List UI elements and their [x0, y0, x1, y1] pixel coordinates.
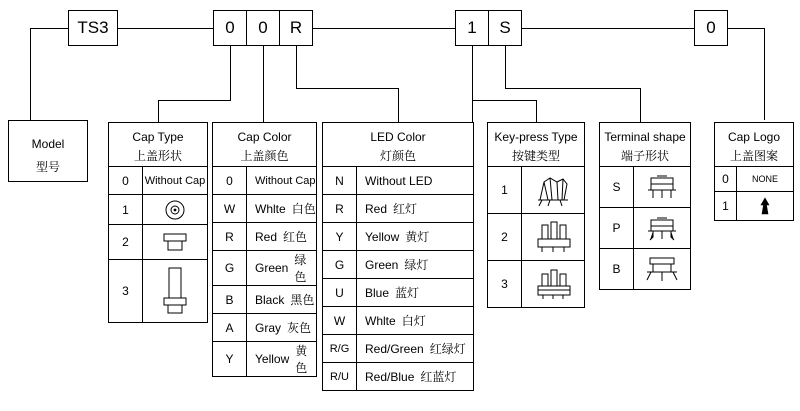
row-label-en: Without LED — [365, 173, 433, 188]
leader-key-press-v2 — [536, 100, 537, 122]
table-row[interactable] — [323, 223, 473, 251]
table-row[interactable] — [600, 249, 690, 289]
table-title-en: Cap Color — [237, 130, 292, 144]
row-icon-cell — [522, 214, 584, 260]
press-2-icon — [530, 217, 576, 257]
code-box-led-color[interactable] — [279, 10, 313, 46]
code-text: 0 — [225, 18, 235, 37]
code-box-terminal-shape[interactable] — [488, 10, 522, 46]
row-code: 3 — [488, 261, 522, 307]
code-box-cap-type[interactable] — [213, 10, 247, 46]
code-box-prefix[interactable] — [68, 10, 118, 46]
table-title-cn: 上盖图案 — [729, 149, 778, 164]
row-label-cn: 黄色 — [295, 344, 308, 376]
code-box-key-press-type[interactable] — [455, 10, 489, 46]
row-label-cn: 白灯 — [401, 314, 426, 329]
table-cap-color — [212, 122, 317, 377]
row-label-en: Green — [255, 261, 289, 276]
code-text: 1 — [467, 18, 477, 37]
row-icon-cell — [737, 192, 793, 220]
row-label — [247, 167, 316, 194]
table-row[interactable] — [323, 307, 473, 335]
row-label — [357, 307, 473, 334]
table-row[interactable] — [213, 286, 316, 314]
row-code: B — [213, 286, 247, 313]
row-label — [357, 251, 473, 278]
row-code: 1 — [109, 195, 143, 224]
row-label — [357, 167, 473, 194]
row-code: 3 — [109, 260, 143, 322]
leader-terminal-v1 — [505, 46, 506, 88]
table-row[interactable] — [213, 342, 316, 376]
table-title-cn: 上盖颜色 — [240, 149, 289, 164]
table-title-en: LED Color — [370, 130, 426, 144]
table-row[interactable] — [488, 261, 584, 307]
spine-mid-1 — [118, 28, 213, 29]
row-label — [247, 223, 316, 250]
table-row[interactable] — [600, 208, 690, 249]
table-row[interactable] — [488, 167, 584, 214]
row-icon-cell — [522, 261, 584, 307]
row-label-cn: 蓝灯 — [395, 286, 420, 301]
table-row[interactable] — [213, 314, 316, 342]
leader-cap-type-v1 — [230, 46, 231, 100]
code-box-cap-color[interactable] — [246, 10, 280, 46]
row-code: W — [213, 195, 247, 222]
code-box-cap-logo[interactable] — [694, 10, 728, 46]
row-icon-cell — [634, 208, 690, 248]
row-label-en: Without Cap — [255, 174, 316, 187]
row-code: R/U — [323, 363, 357, 390]
press-1-icon — [530, 170, 576, 210]
model-label-en: Model — [31, 137, 65, 151]
row-code: 0 — [715, 167, 737, 191]
spine-right — [728, 28, 764, 29]
row-code: G — [213, 251, 247, 285]
row-code: B — [600, 249, 634, 289]
table-title-cn: 按键类型 — [511, 149, 560, 164]
row-code: W — [323, 307, 357, 334]
spine-mid-3 — [522, 28, 694, 29]
row-code: R — [213, 223, 247, 250]
row-label-cn: 黑色 — [290, 293, 315, 308]
row-label — [357, 335, 473, 362]
code-text: 0 — [706, 18, 716, 37]
table-row[interactable] — [213, 223, 316, 251]
row-label-en: Black — [255, 292, 285, 307]
row-icon-cell — [522, 167, 584, 213]
row-label-en: Blue — [365, 285, 390, 300]
row-label — [357, 223, 473, 250]
row-label-cn: 红绿灯 — [429, 342, 466, 357]
table-row[interactable] — [323, 279, 473, 307]
table-title-en: Cap Logo — [727, 130, 781, 144]
table-header — [600, 123, 690, 166]
table-row[interactable] — [715, 167, 793, 192]
term-s-icon — [641, 170, 683, 204]
table-row[interactable] — [323, 167, 473, 195]
row-label-en: Yellow — [365, 229, 400, 244]
table-cap-type — [108, 122, 208, 323]
table-row[interactable] — [109, 167, 207, 195]
cap-tall-icon — [158, 263, 192, 319]
row-code: G — [323, 251, 357, 278]
row-icon-cell — [634, 249, 690, 289]
leader-cap-type-h — [158, 100, 231, 101]
term-b-icon — [641, 252, 683, 286]
row-code: 1 — [488, 167, 522, 213]
table-row[interactable] — [323, 251, 473, 279]
row-code: R — [323, 195, 357, 222]
row-label — [247, 314, 316, 341]
row-label — [247, 342, 316, 376]
table-header — [213, 123, 316, 166]
leader-cap-color-v1 — [263, 46, 264, 122]
row-label-en: Red/Green — [365, 341, 424, 356]
power-arrow-icon — [755, 195, 775, 217]
leader-model-v — [30, 28, 31, 120]
row-label — [247, 195, 316, 222]
row-label-en: Red/Blue — [365, 369, 415, 384]
row-icon-cell — [143, 195, 207, 224]
term-p-icon — [641, 211, 683, 245]
code-text: TS3 — [77, 18, 109, 37]
table-row[interactable] — [109, 195, 207, 225]
table-row[interactable] — [488, 214, 584, 261]
cap-round-icon — [163, 198, 187, 222]
table-header — [323, 123, 473, 166]
table-title-cn: 端子形状 — [620, 149, 669, 164]
row-code: 2 — [109, 225, 143, 259]
leader-cap-logo-v — [764, 28, 765, 120]
model-box — [8, 120, 88, 182]
row-label-cn: 红蓝灯 — [420, 370, 457, 385]
row-label-en: Yellow — [255, 352, 290, 367]
row-label-cn: 绿灯 — [404, 258, 429, 273]
leader-key-press-v1 — [472, 46, 473, 122]
row-code: 1 — [715, 192, 737, 220]
row-icon-cell — [143, 225, 207, 259]
row-icon-cell — [634, 167, 690, 207]
table-row[interactable] — [109, 260, 207, 322]
table-title-cn: 灯颜色 — [379, 149, 416, 164]
row-label-en: Green — [365, 257, 399, 272]
table-row[interactable] — [715, 192, 793, 220]
code-text: S — [499, 18, 511, 37]
row-label — [357, 363, 473, 390]
table-title-en: Terminal shape — [604, 130, 686, 144]
leader-led-color-v1 — [296, 46, 297, 88]
leader-key-press-h — [472, 100, 536, 101]
row-code: N — [323, 167, 357, 194]
table-header — [109, 123, 207, 166]
row-code: U — [323, 279, 357, 306]
table-title-en: Key-press Type — [494, 130, 578, 144]
row-label-cn: 红灯 — [393, 202, 418, 217]
row-label-cn: 灰色 — [287, 321, 312, 336]
table-row[interactable] — [323, 363, 473, 390]
table-row[interactable] — [213, 251, 316, 286]
row-label-en: Whlte — [255, 201, 286, 216]
row-label-en: Whlte — [365, 313, 396, 328]
code-text: R — [289, 18, 303, 37]
table-row[interactable] — [600, 167, 690, 208]
table-title-en: Cap Type — [132, 130, 184, 144]
row-label-cn: 红色 — [283, 230, 308, 245]
row-code: R/G — [323, 335, 357, 362]
row-label — [247, 286, 316, 313]
row-label-cn: 黄灯 — [405, 230, 430, 245]
row-code: 0 — [109, 167, 143, 194]
leader-led-color-h — [296, 88, 398, 89]
row-code: Y — [323, 223, 357, 250]
row-label: Without Cap — [144, 174, 206, 187]
leader-led-color-v2 — [398, 88, 399, 122]
table-row[interactable] — [213, 195, 316, 223]
row-label-en: Red — [365, 201, 388, 216]
row-code: P — [600, 208, 634, 248]
table-key-press-type — [487, 122, 585, 308]
table-terminal-shape — [599, 122, 691, 290]
code-text: 0 — [258, 18, 268, 37]
row-label-cn: 白色 — [291, 202, 316, 217]
row-label: NONE — [751, 174, 778, 185]
model-label-cn: 型号 — [35, 159, 60, 174]
table-header — [488, 123, 584, 166]
row-label — [357, 195, 473, 222]
table-row[interactable] — [213, 167, 316, 195]
row-code: S — [600, 167, 634, 207]
row-code: 0 — [213, 167, 247, 194]
table-row[interactable] — [109, 225, 207, 260]
row-label-en: Gray — [255, 320, 282, 335]
leader-terminal-v2 — [640, 88, 641, 122]
spine-left — [30, 28, 68, 29]
row-icon-cell — [143, 260, 207, 322]
table-title-cn: 上盖形状 — [133, 149, 182, 164]
row-code: 2 — [488, 214, 522, 260]
press-3-icon — [530, 264, 576, 304]
table-row[interactable] — [323, 335, 473, 363]
row-code: Y — [213, 342, 247, 376]
leader-terminal-h — [505, 88, 640, 89]
row-label — [357, 279, 473, 306]
cap-square-icon — [158, 228, 192, 256]
row-label-cn: 绿色 — [294, 253, 307, 285]
table-row[interactable] — [323, 195, 473, 223]
spine-mid-2 — [313, 28, 455, 29]
table-header — [715, 123, 793, 166]
row-code: A — [213, 314, 247, 341]
table-cap-logo — [714, 122, 794, 221]
row-label-en: Red — [255, 229, 278, 244]
leader-cap-type-v2 — [158, 100, 159, 122]
row-label — [247, 251, 316, 285]
table-led-color — [322, 122, 474, 391]
